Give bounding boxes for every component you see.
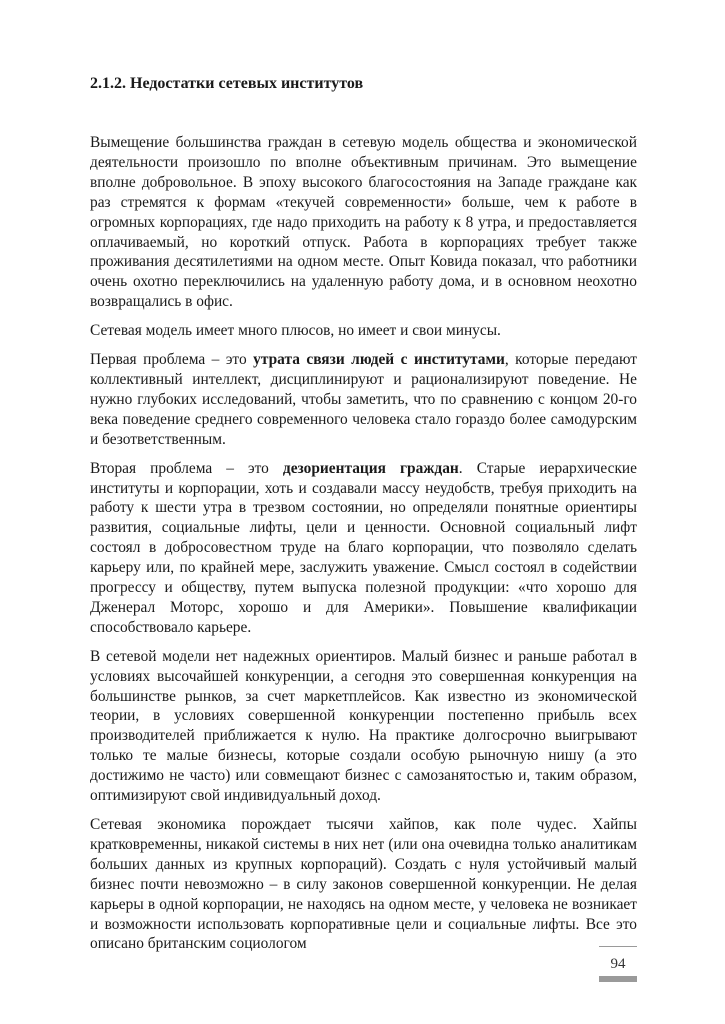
paragraph xyxy=(90,350,637,450)
paragraph xyxy=(90,647,637,806)
footer-bar xyxy=(599,976,637,982)
paragraph xyxy=(90,815,637,954)
page-number: 94 xyxy=(610,956,626,972)
text-segment: Сетевая экономика порождает тысячи хайпов, как поле чудес. Хайпы кратковременны, никакой системы в них нет (или она очевидна только аналитикам больших данных из крупных корпораций). Создать с нуля устойчивый малый бизнес почти невозможно – в силу законов совершенной конкуренции. Не делая карьеры в одной корпорации, не находясь на одном месте, у человека не возникает и возможности использовать корпоративные цели и социальные лифты. Все это описано британским социологом xyxy=(90,816,637,953)
text-segment: В сетевой модели нет надежных ориентиров. Малый бизнес и раньше работал в условиях высочайшей конкуренции, а сегодня это совершенная конкуренция на большинстве рынков, за счет маркетплейсов. Как известно из экономической теории, в условиях совершенной конкуренции постепенно прибыль всех производителей приближается к нулю. На практике долгосрочно выигрывают только те малые бизнесы, которые создали особую рыночную нишу (а это достижимо не часто) или совмещают бизнес с самозанятостью и, таким образом, оптимизируют свой индивидуальный доход. xyxy=(90,647,637,805)
paragraph xyxy=(90,459,637,638)
bold-phrase: дезориентация граждан xyxy=(282,459,459,477)
page-footer xyxy=(599,946,637,982)
document-page xyxy=(90,72,637,963)
section-heading: 2.1.2. Недостатки сетевых институтов xyxy=(90,75,364,92)
text-segment: Вторая проблема – это xyxy=(90,459,283,477)
text-segment: Сетевая модель имеет много плюсов, но имеет и свои минусы. xyxy=(90,322,501,340)
text-segment: , которые передают коллективный интеллект, дисциплинируют и рационализируют поведение. Не нужно глубоких исследований, чтобы заметить, что по сравнению с концом 20-го века поведение среднего современного человека стало гораздо более самодурским и безответственным. xyxy=(90,351,637,448)
paragraph xyxy=(90,133,637,312)
text-segment: Вымещение большинства граждан в сетевую модель общества и экономической деятельности произошло по вполне объективным причинам. Это вымещение вполне добровольное. В эпоху высокого благосостояния на Западе граждане как раз стремятся к формам «текучей современности» больше, чем к работе в огромных корпорациях, где надо приходить на работу к 8 утра, и предоставляется оплачиваемый, но короткий отпуск. Работа в корпорациях требует также проживания десятилетиями на одном месте. Опыт Ковида показал, что работники очень охотно переключились на удаленную работу дома, и в основном неохотно возвращались в офис. xyxy=(90,134,637,311)
paragraph xyxy=(90,321,637,341)
footer-rule xyxy=(599,946,637,947)
bold-phrase: утрата связи людей с институтами xyxy=(253,351,505,369)
text-segment: . Старые иерархические институты и корпорации, хоть и создавали массу неудобств, требуя приходить на работу к шести утра в трезвом состоянии, но определяли понятные ориентиры развития, социальные лифты, цели и ценности. Основной социальный лифт состоял в добросовестном труде на благо корпорации, что позволяло сделать карьеру или, по крайней мере, заслужить уважение. Смысл состоял в содействии прогрессу и обществу, путем выпуска полезной продукции: «что хорошо для Дженерал Моторс, хорошо и для Америки». Повышение квалификации способствовало карьере. xyxy=(90,459,637,636)
body-text xyxy=(90,133,637,954)
text-segment: Первая проблема – это xyxy=(90,351,254,369)
